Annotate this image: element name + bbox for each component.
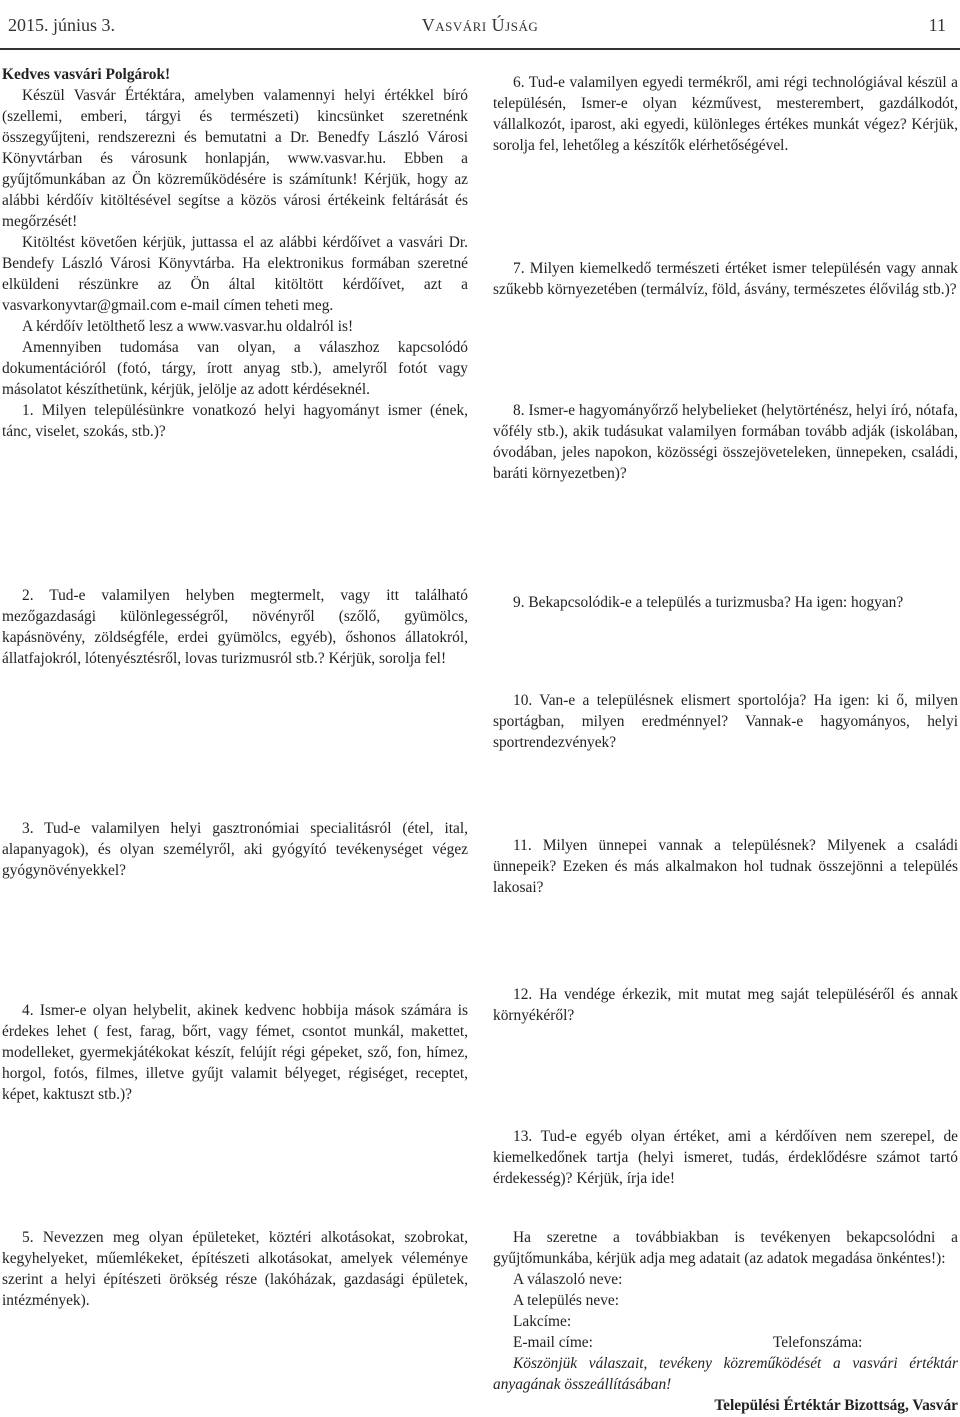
question-7 [493, 258, 958, 300]
question-text: 8. Ismer-e hagyományőrző helybelieket (helytörténész, helyi író, nótafa, vőfély stb.), akik tudásukat valamilyen formában tovább adják (iskolában, óvodában, jeles napokon, közösségi összejöveteleken, ünnepeken, családi, baráti környezetben)? [493, 402, 958, 482]
question-text: 3. Tud-e valamilyen helyi gasztronómiai specialitásról (étel, ital, alapanyagok), és olyan személyről, aki gyógyító tevékenységet végez gyógynövényekkel? [2, 820, 468, 879]
question-text: 13. Tud-e egyéb olyan értéket, ami a kérdőíven nem szerepel, de kiemelkedőnek tartja (helyi ismeret, tudás, érdeklődésre számot tartó érdekesség)? Kérjük, írja ide! [493, 1128, 958, 1187]
question-11 [493, 835, 958, 898]
question-text: 7. Milyen kiemelkedő természeti értéket ismer településén vagy annak szűkebb környezetében (termálvíz, föld, ásvány, természetes élővilág stb.)? [493, 260, 958, 298]
email-phone-row [493, 1332, 958, 1353]
header-divider [0, 48, 960, 50]
question-text: 9. Bekapcsolódik-e a település a turizmusba? Ha igen: hogyan? [513, 594, 904, 611]
thank-you-note: Köszönjük válaszait, tevékeny közreműködését a vasvári értéktár anyagának összeállításában! [493, 1355, 958, 1393]
question-5 [2, 1227, 468, 1311]
intro-section [2, 64, 468, 400]
page-header [0, 0, 960, 52]
question-text: 11. Milyen ünnepei vannak a településnek? Milyenek a családi ünnepeik? Ezeken és más alkalmakon hol tudnak összejönni a település lakosai? [493, 837, 958, 896]
newspaper-title: Vasvári Újság [421, 15, 539, 35]
question-12 [493, 984, 958, 1026]
signature: Települési Értéktár Bizottság, Vasvár [714, 1397, 958, 1414]
intro-paragraph: Készül Vasvár Értéktára, amelyben valamennyi helyi értékkel bíró (szellemi, emberi, tárgyi és természeti) kincsünket szeretnénk összegyűjteni, rendszerezni és bemutatni a Dr. Benedfy László Városi Könyvtárban és városunk honlapján, www.vasvar.hu. Ebben a gyűjtőmunkában az Ön közreműködésére is számítunk! Kérjük, hogy az alábbi kérdőív kitöltésével segítse a közös városi értékeink feltárását és megőrzését! [2, 87, 468, 230]
question-text: 1. Milyen településünkre vonatkozó helyi hagyományt ismer (ének, tánc, viselet, szokás, stb.)? [2, 402, 468, 440]
greeting: Kedves vasvári Polgárok! [2, 66, 171, 83]
intro-paragraph: Kitöltést követően kérjük, juttassa el az alábbi kérdőívet a vasvári Dr. Bendefy László Városi Könyvtárba. Ha elektronikus formában szeretné elküldeni részünkre az Ön által kitöltött kérdőívet, azt a vasvarkonyvtar@gmail.com e-mail címen teheti meg. [2, 234, 468, 314]
address-label: Lakcíme: [513, 1313, 572, 1330]
page-number: 11 [928, 15, 946, 35]
question-text: 12. Ha vendége érkezik, mit mutat meg saját településéről és annak környékéről? [493, 986, 958, 1024]
question-text: 6. Tud-e valamilyen egyedi termékről, ami régi technológiával készül a településén, Ismer-e olyan kézművest, mesterembert, gazdálkodót, vállalkozót, iparost, aki egyedi, különleges értékes munkát végez? Kérjük, sorolja fel, lehetőleg a készítők elérhetőségével. [493, 74, 958, 154]
phone-label: Telefonszáma: [772, 1334, 863, 1351]
issue-date: 2015. június 3. [8, 15, 116, 35]
intro-paragraph: A kérdőív letölthető lesz a www.vasvar.hu oldalról is! [22, 318, 354, 335]
question-text: 5. Nevezzen meg olyan épületeket, köztéri alkotásokat, szobrokat, kegyhelyeket, műemlékeket, építészeti alkotásokat, amelyek véleménye szerint a helyi építészeti örökség része (lakóházak, gazdasági épületek, intézmények). [2, 1229, 468, 1309]
question-10 [493, 690, 958, 753]
contact-section [493, 1227, 958, 1416]
question-8 [493, 400, 958, 484]
question-3 [2, 818, 468, 881]
question-2 [2, 585, 468, 669]
respondent-name-label: A válaszoló neve: [513, 1271, 623, 1288]
intro-paragraph: Amennyiben tudomása van olyan, a válaszhoz kapcsolódó dokumentációról (fotó, tárgy, írott anyag stb.), amelyről fotót vagy másolatot készíthetünk, kérjük, jelölje az adott kérdéseknél. [2, 339, 468, 398]
settlement-name-label: A település neve: [513, 1292, 619, 1309]
question-13 [493, 1126, 958, 1189]
question-6 [493, 72, 958, 156]
question-4 [2, 1000, 468, 1105]
contact-fields [493, 1269, 958, 1353]
contact-intro: Ha szeretne a továbbiakban is tevékenyen bekapcsolódni a gyűjtőmunkába, kérjük adja meg adatait (az adatok megadása önkéntes!): [493, 1229, 958, 1267]
question-text: 2. Tud-e valamilyen helyben megtermelt, vagy itt található mezőgazdasági különlegességről, növényről (szőlő, gyümölcs, kapásnövény, zöldségféle, erdei gyümölcs, egyéb), őshonos állatokról, állatfajokról, lótenyésztésről, lovas turizmusról stb.? Kérjük, sorolja fel! [2, 587, 468, 667]
question-9 [493, 592, 958, 613]
email-label: E-mail címe: [513, 1334, 593, 1351]
question-text: 4. Ismer-e olyan helybelit, akinek kedvenc hobbija mások számára is érdekes lehet ( fest, farag, bőrt, vagy fémet, csontot munkál, makettet, modelleket, gyermekjátékokat készít, felújít régi gépeket, sző, fon, hímez, horgol, fotós, filmes, illetve gyűjt valamit bélyeget, régiséget, receptet, képet, kaktuszt stb.)? [2, 1002, 468, 1103]
question-1 [2, 400, 468, 442]
question-text: 10. Van-e a településnek elismert sportolója? Ha igen: ki ő, milyen sportágban, milyen eredménnyel? Vannak-e hagyományos, helyi sportrendezvények? [493, 692, 958, 751]
